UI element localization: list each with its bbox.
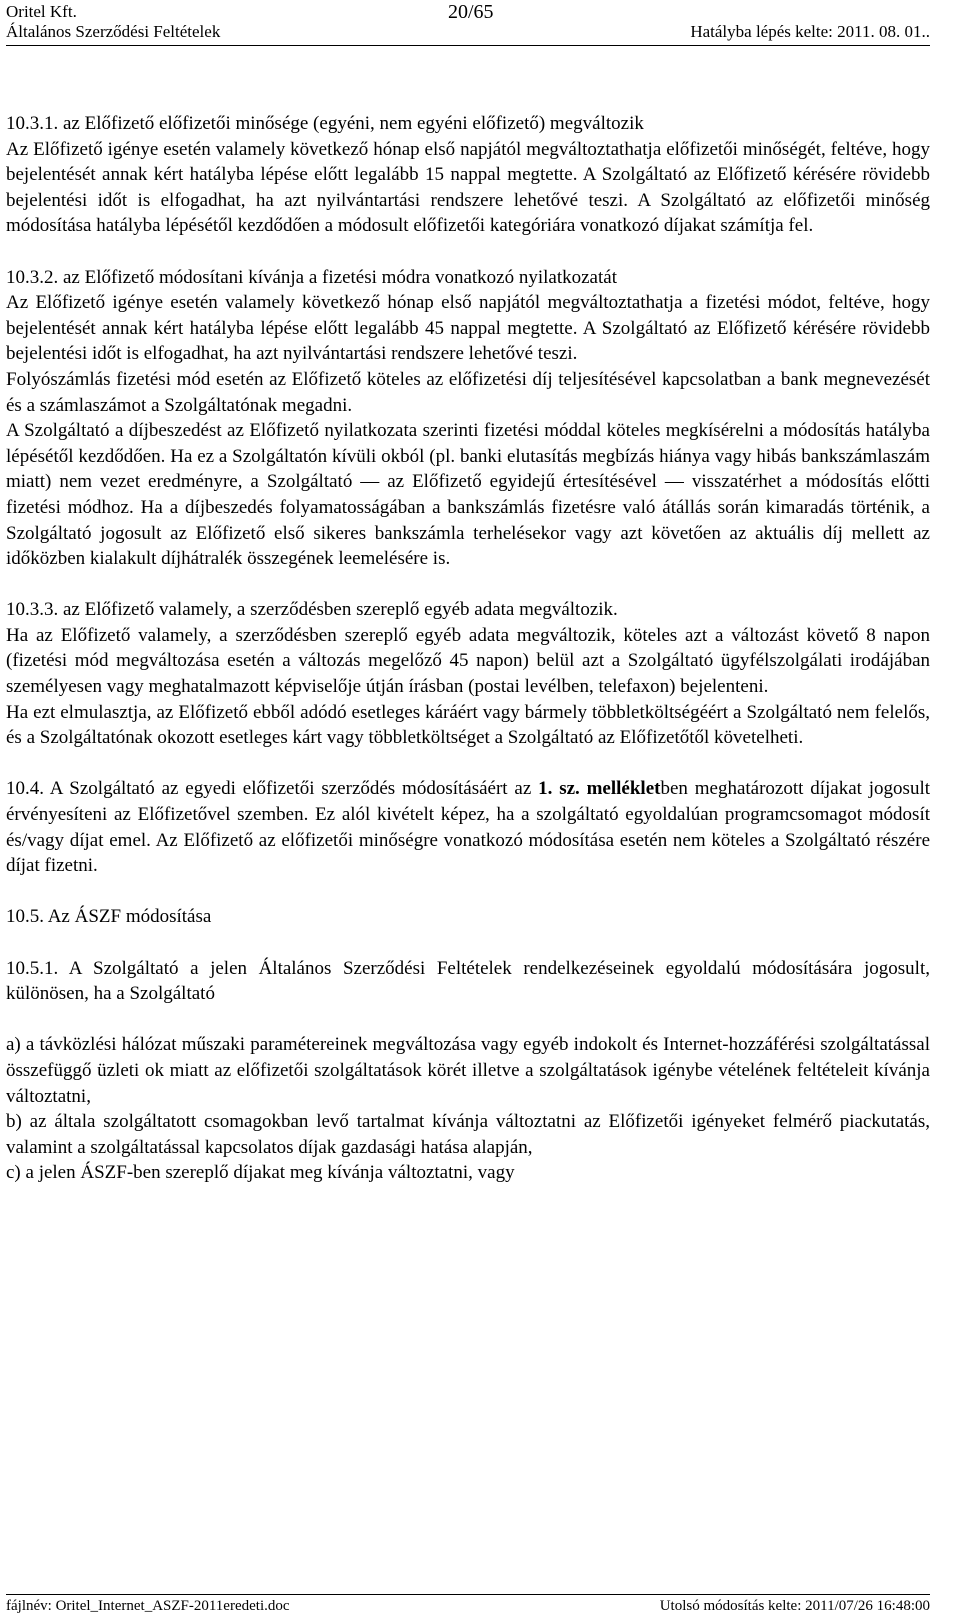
- section-heading-10-3-3: 10.3.3. az Előfizető valamely, a szerződésben szereplő egyéb adata megváltozik.: [6, 599, 618, 621]
- section-10-5-1: 10.5.1. A Szolgáltató a jelen Általános Szerződési Feltételek rendelkezéseinek egyoldalú módosítására jogosult, különösen, ha a Szolgáltató: [6, 957, 930, 1005]
- company-name: Oritel Kft.: [6, 2, 77, 21]
- footer-filename: fájlnév: Oritel_Internet_ASZF-2011eredeti.doc: [6, 1598, 290, 1614]
- page-number: 20/65: [448, 1, 494, 23]
- document-title: Általános Szerződési Feltételek: [6, 22, 221, 41]
- list-item-a: a) a távközlési hálózat műszaki paramétereinek megváltozása vagy egyéb indokolt és Internet-hozzáférési szolgáltatással összefüggő üzleti ok miatt az előfizetői szolgáltatások körét illetve a szolgáltatások igénybe vételének feltételeit kívánja változtatni,: [6, 1034, 930, 1107]
- paragraph: Az Előfizető igénye esetén valamely következő hónap első napjától megváltoztathatja a fizetési módot, feltéve, hogy bejelentését annak kért hatályba lépése előtt legalább 45 nappal megtette. A Szolgáltató az Előfizető kérésére rövidebb bejelentési időt is elfogadhat, ha azt nyilvántartási rendszere lehetővé teszi.: [6, 292, 930, 365]
- footer-divider: [6, 1594, 930, 1595]
- document-body: [6, 111, 930, 1186]
- footer-modified-date: Utolsó módosítás kelte: 2011/07/26 16:48:00: [659, 1598, 930, 1614]
- section-heading-10-3-2: 10.3.2. az Előfizető módosítani kívánja a fizetési módra vonatkozó nyilatkozatát: [6, 266, 617, 288]
- paragraph: Ha ezt elmulasztja, az Előfizető ebből adódó esetleges káráért vagy bármely többletköltségéért a Szolgáltató nem felelős, és a Szolgáltatónak okozott esetleges kárt vagy többletköltséget a Szolgáltató az Előfizetőtől követelheti.: [6, 701, 930, 749]
- annex-reference: 1. sz. melléklet: [538, 778, 661, 800]
- paragraph: Ha az Előfizető valamely, a szerződésben szereplő egyéb adata megváltozik, köteles azt a változást követő 8 napon (fizetési mód megváltozása esetén a változás megelőző 45 napon) belül azt a Szolgáltató ügyfélszolgálati irodájában személyesen vagy meghatalmazott képviselője útján írásban (postai levélben, telefaxon) bejelenteni.: [6, 624, 930, 698]
- paragraph: Az Előfizető igénye esetén valamely következő hónap első napjától megváltoztathatja előfizetői minőségét, feltéve, hogy bejelentését annak kért hatályba lépése előtt legalább 15 nappal megtette. A Szolgáltató az Előfizető kérésére rövidebb bejelentési időt is elfogadhat, ha azt nyilvántartási rendszere lehetővé teszi. A Szolgáltató az előfizetői minőség módosítása hatályba lépésétől kezdődően a módosult előfizetői kategóriára vonatkozó díjakat számítja fel.: [6, 138, 930, 237]
- section-heading-10-5: 10.5. Az ÁSZF módosítása: [6, 906, 212, 928]
- paragraph: A Szolgáltató a díjbeszedést az Előfizető nyilatkozata szerinti fizetési móddal köteles megkísérelni a módosítás hatályba lépésétől kezdődően. Ha ez a Szolgáltatón kívüli okból (pl. banki elutasítás megbízás hiánya vagy hibás bankszámlaszám miatt) nem vezet eredményre, a Szolgáltató — az Előfizető egyidejű értesítésével — visszatérhet a módosítás előtti fizetési módhoz. Ha a díjbeszedés folyamatosságában a bankszámlás fizetésre való átállás során kimaradás történik, a Szolgáltató jogosult az Előfizető első sikeres bankszámla terhelésekor vagy azt követően az aktuális díj mellett az időközben kialakult díjhátralék összegének leemelésére is.: [6, 420, 930, 570]
- section-10-4-text-cont: ben meghatározott díjakat jogosult érvényesíteni az Előfizetővel szemben. Ez alól kivételt képez, ha a szolgáltató egyoldalúan programcsomagot módosít és/vagy díjat emel. Az Előfizető az előfizetői minőségre vonatkozó módosítása esetén nem köteles a Szolgáltató részére díjat fizetni.: [6, 778, 931, 877]
- header-divider: [6, 45, 930, 46]
- list-item-b: b) az általa szolgáltatott csomagokban levő tartalmat kívánja változtatni az Előfizetői igényeket felmérő piackutatás, valamint a szolgáltatással kapcsolatos díjak gazdasági hatása alapján,: [6, 1111, 930, 1158]
- section-10-4-text: 10.4. A Szolgáltató az egyedi előfizetői szerződés módosításáért az: [6, 778, 539, 800]
- list-item-c: c) a jelen ÁSZF-ben szereplő díjakat meg kívánja változtatni, vagy: [6, 1162, 515, 1184]
- section-10-4: [6, 776, 930, 878]
- paragraph: Folyószámlás fizetési mód esetén az Előfizető köteles az előfizetési díj teljesítésével kapcsolatban a bank megnevezését és a számlaszámot a Szolgáltatónak megadni.: [6, 368, 930, 416]
- section-heading-10-3-1: 10.3.1. az Előfizető előfizetői minősége (egyéni, nem egyéni előfizető) megváltozik: [6, 113, 644, 134]
- effective-date: Hatályba lépés kelte: 2011. 08. 01..: [690, 22, 930, 41]
